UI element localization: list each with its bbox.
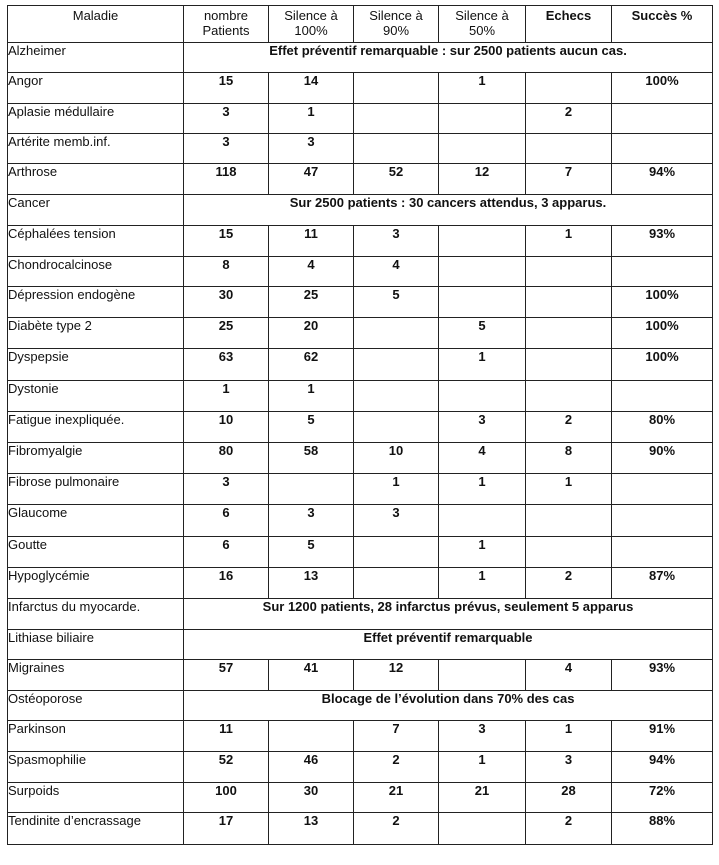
silence-50-count (439, 104, 526, 134)
silence-50-count: 12 (439, 164, 526, 195)
disease-name: Aplasie médullaire (8, 104, 184, 134)
header-patients (184, 6, 269, 43)
silence-90-count: 1 (354, 474, 439, 505)
table-row (8, 505, 713, 537)
echecs-count: 1 (526, 721, 612, 752)
results-table-container (7, 5, 713, 845)
silence-50-count: 1 (439, 537, 526, 568)
silence-50-count (439, 226, 526, 257)
silence-100-count: 30 (269, 783, 354, 813)
echecs-count (526, 537, 612, 568)
table-row (8, 318, 713, 349)
disease-note: Blocage de l’évolution dans 70% des cas (184, 691, 713, 721)
table-row (8, 381, 713, 412)
patients-count: 80 (184, 443, 269, 474)
silence-100-count: 3 (269, 134, 354, 164)
silence-100-count: 25 (269, 287, 354, 318)
patients-count: 3 (184, 104, 269, 134)
echecs-count: 28 (526, 783, 612, 813)
echecs-count: 2 (526, 568, 612, 599)
echecs-count (526, 134, 612, 164)
disease-name: Parkinson (8, 721, 184, 752)
silence-90-count: 12 (354, 660, 439, 691)
patients-count: 17 (184, 813, 269, 845)
silence-100-count: 14 (269, 73, 354, 104)
table-row (8, 568, 713, 599)
disease-note: Effet préventif remarquable : sur 2500 patients aucun cas. (184, 43, 713, 73)
succes-percent: 90% (612, 443, 713, 474)
patients-count: 52 (184, 752, 269, 783)
silence-50-count: 4 (439, 443, 526, 474)
disease-name: Fatigue inexpliquée. (8, 412, 184, 443)
silence-50-count (439, 257, 526, 287)
patients-count: 6 (184, 505, 269, 537)
silence-100-count: 62 (269, 349, 354, 381)
silence-100-count: 11 (269, 226, 354, 257)
silence-100-count (269, 721, 354, 752)
silence-100-count: 58 (269, 443, 354, 474)
silence-50-count (439, 813, 526, 845)
succes-percent: 100% (612, 287, 713, 318)
succes-percent: 88% (612, 813, 713, 845)
patients-count: 15 (184, 226, 269, 257)
disease-name: Lithiase biliaire (8, 630, 184, 660)
succes-percent: 100% (612, 73, 713, 104)
succes-percent (612, 134, 713, 164)
silence-90-count (354, 349, 439, 381)
disease-name: Infarctus du myocarde. (8, 599, 184, 630)
table-row (8, 752, 713, 783)
succes-percent: 72% (612, 783, 713, 813)
disease-name: Dépression endogène (8, 287, 184, 318)
patients-count: 3 (184, 474, 269, 505)
silence-100-count: 47 (269, 164, 354, 195)
succes-percent: 80% (612, 412, 713, 443)
disease-name: Spasmophilie (8, 752, 184, 783)
echecs-count: 2 (526, 412, 612, 443)
table-row (8, 257, 713, 287)
disease-name: Angor (8, 73, 184, 104)
silence-90-count: 3 (354, 505, 439, 537)
succes-percent: 91% (612, 721, 713, 752)
silence-50-count: 3 (439, 721, 526, 752)
disease-name: Cancer (8, 195, 184, 226)
patients-count: 100 (184, 783, 269, 813)
silence-50-count: 1 (439, 568, 526, 599)
disease-name: Dyspepsie (8, 349, 184, 381)
disease-name: Ostéoporose (8, 691, 184, 721)
echecs-count: 3 (526, 752, 612, 783)
echecs-count (526, 318, 612, 349)
header-maladie-label: Maladie (72, 8, 119, 23)
silence-90-count (354, 381, 439, 412)
header-echecs (526, 6, 612, 43)
silence-50-count (439, 660, 526, 691)
header-patients-line1: nombre (203, 8, 249, 23)
succes-percent: 93% (612, 660, 713, 691)
patients-count: 15 (184, 73, 269, 104)
disease-name: Dystonie (8, 381, 184, 412)
table-row (8, 43, 713, 73)
succes-percent (612, 505, 713, 537)
header-silence-90-line1: Silence à (369, 8, 423, 23)
disease-note: Sur 1200 patients, 28 infarctus prévus, seulement 5 apparus (184, 599, 713, 630)
table-row (8, 443, 713, 474)
disease-note: Effet préventif remarquable (184, 630, 713, 660)
header-patients-line2: Patients (202, 23, 250, 38)
silence-90-count (354, 537, 439, 568)
disease-name: Tendinite d’encrassage (8, 813, 184, 845)
header-silence-100-line1: Silence à (284, 8, 338, 23)
silence-100-count: 4 (269, 257, 354, 287)
table-row (8, 104, 713, 134)
header-succes (612, 6, 713, 43)
silence-50-count (439, 381, 526, 412)
table-row (8, 691, 713, 721)
disease-name: Fibromyalgie (8, 443, 184, 474)
succes-percent: 100% (612, 318, 713, 349)
silence-100-count: 1 (269, 381, 354, 412)
echecs-count: 8 (526, 443, 612, 474)
patients-count: 25 (184, 318, 269, 349)
echecs-count (526, 73, 612, 104)
echecs-count (526, 257, 612, 287)
silence-100-count: 13 (269, 813, 354, 845)
silence-90-count (354, 134, 439, 164)
succes-percent (612, 474, 713, 505)
patients-count: 8 (184, 257, 269, 287)
silence-90-count: 4 (354, 257, 439, 287)
results-table (7, 5, 713, 845)
silence-50-count: 3 (439, 412, 526, 443)
silence-100-count: 20 (269, 318, 354, 349)
silence-90-count: 21 (354, 783, 439, 813)
header-silence-90 (354, 6, 439, 43)
silence-50-count: 1 (439, 73, 526, 104)
echecs-count: 4 (526, 660, 612, 691)
succes-percent: 93% (612, 226, 713, 257)
header-silence-50 (439, 6, 526, 43)
patients-count: 63 (184, 349, 269, 381)
patients-count: 6 (184, 537, 269, 568)
silence-90-count (354, 568, 439, 599)
silence-50-count: 1 (439, 349, 526, 381)
silence-90-count (354, 318, 439, 349)
table-row (8, 287, 713, 318)
table-row (8, 195, 713, 226)
header-silence-50-line2: 50% (468, 23, 496, 38)
disease-name: Glaucome (8, 505, 184, 537)
table-row (8, 813, 713, 845)
silence-100-count: 46 (269, 752, 354, 783)
silence-90-count: 10 (354, 443, 439, 474)
table-row (8, 73, 713, 104)
patients-count: 1 (184, 381, 269, 412)
silence-100-count: 5 (269, 537, 354, 568)
echecs-count: 7 (526, 164, 612, 195)
table-row (8, 660, 713, 691)
silence-50-count (439, 287, 526, 318)
header-silence-100-line2: 100% (294, 23, 328, 38)
silence-90-count: 5 (354, 287, 439, 318)
silence-100-count: 3 (269, 505, 354, 537)
table-row (8, 412, 713, 443)
silence-100-count: 5 (269, 412, 354, 443)
succes-percent (612, 104, 713, 134)
header-row (8, 6, 713, 43)
header-maladie (8, 6, 184, 43)
silence-90-count: 52 (354, 164, 439, 195)
disease-note: Sur 2500 patients : 30 cancers attendus, 3 apparus. (184, 195, 713, 226)
table-row (8, 349, 713, 381)
silence-50-count: 5 (439, 318, 526, 349)
echecs-count: 2 (526, 813, 612, 845)
table-row (8, 721, 713, 752)
echecs-count (526, 505, 612, 537)
echecs-count: 2 (526, 104, 612, 134)
patients-count: 118 (184, 164, 269, 195)
disease-name: Artérite memb.inf. (8, 134, 184, 164)
table-row (8, 783, 713, 813)
header-silence-90-line2: 90% (382, 23, 410, 38)
silence-100-count: 1 (269, 104, 354, 134)
silence-90-count: 3 (354, 226, 439, 257)
disease-name: Arthrose (8, 164, 184, 195)
patients-count: 30 (184, 287, 269, 318)
echecs-count: 1 (526, 474, 612, 505)
silence-50-count: 21 (439, 783, 526, 813)
disease-name: Fibrose pulmonaire (8, 474, 184, 505)
silence-100-count: 41 (269, 660, 354, 691)
header-silence-100 (269, 6, 354, 43)
silence-100-count (269, 474, 354, 505)
disease-name: Surpoids (8, 783, 184, 813)
table-row (8, 630, 713, 660)
silence-90-count (354, 412, 439, 443)
silence-90-count: 2 (354, 813, 439, 845)
silence-50-count: 1 (439, 752, 526, 783)
echecs-count (526, 381, 612, 412)
succes-percent: 100% (612, 349, 713, 381)
patients-count: 3 (184, 134, 269, 164)
patients-count: 57 (184, 660, 269, 691)
echecs-count (526, 287, 612, 318)
succes-percent (612, 257, 713, 287)
echecs-count (526, 349, 612, 381)
succes-percent (612, 381, 713, 412)
silence-90-count (354, 104, 439, 134)
silence-50-count: 1 (439, 474, 526, 505)
table-row (8, 474, 713, 505)
disease-name: Goutte (8, 537, 184, 568)
silence-50-count (439, 505, 526, 537)
patients-count: 16 (184, 568, 269, 599)
table-row (8, 164, 713, 195)
silence-50-count (439, 134, 526, 164)
table-row (8, 537, 713, 568)
header-succes-label: Succès % (631, 8, 693, 23)
disease-name: Diabète type 2 (8, 318, 184, 349)
table-row (8, 599, 713, 630)
silence-90-count: 2 (354, 752, 439, 783)
patients-count: 11 (184, 721, 269, 752)
echecs-count: 1 (526, 226, 612, 257)
succes-percent: 94% (612, 164, 713, 195)
patients-count: 10 (184, 412, 269, 443)
disease-name: Céphalées tension (8, 226, 184, 257)
header-echecs-label: Echecs (545, 8, 592, 23)
silence-90-count: 7 (354, 721, 439, 752)
silence-100-count: 13 (269, 568, 354, 599)
disease-name: Chondrocalcinose (8, 257, 184, 287)
succes-percent: 87% (612, 568, 713, 599)
disease-name: Hypoglycémie (8, 568, 184, 599)
header-silence-50-line1: Silence à (455, 8, 509, 23)
table-row (8, 134, 713, 164)
succes-percent: 94% (612, 752, 713, 783)
succes-percent (612, 537, 713, 568)
disease-name: Alzheimer (8, 43, 184, 73)
disease-name: Migraines (8, 660, 184, 691)
silence-90-count (354, 73, 439, 104)
table-row (8, 226, 713, 257)
